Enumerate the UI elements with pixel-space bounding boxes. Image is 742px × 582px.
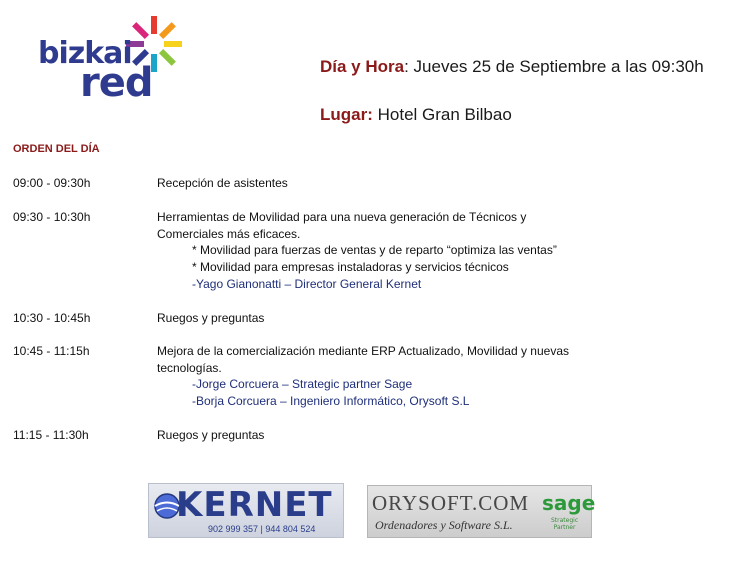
agenda-desc: Recepción de asistentes	[157, 176, 288, 190]
agenda-desc: Ruegos y preguntas	[157, 428, 265, 442]
place-label: Lugar:	[320, 105, 373, 124]
kernet-logo	[148, 483, 344, 538]
agenda-speaker: -Jorge Corcuera – Strategic partner Sage	[192, 377, 413, 391]
orysoft-sage-logo	[367, 485, 596, 538]
sage-partner-line2: Partner	[553, 524, 576, 531]
kernet-wordmark: KERNET	[176, 485, 333, 525]
kernet-phone: 902 999 357 | 944 804 524	[208, 524, 316, 534]
agenda-title: ORDEN DEL DÍA	[13, 143, 100, 155]
bizkaired-logo	[36, 16, 176, 106]
sage-partner-line1: Strategic	[551, 517, 579, 524]
agenda-bullet: * Movilidad para empresas instaladoras y servicios técnicos	[192, 260, 509, 274]
sage-wordmark: sage	[542, 491, 596, 515]
agenda-speaker: -Borja Corcuera – Ingeniero Informático, Orysoft S.L	[192, 394, 470, 408]
date-time-value: : Jueves 25 de Septiembre a las 09:30h	[404, 57, 704, 76]
agenda-time: 11:15 - 11:30h	[13, 428, 89, 442]
agenda-speaker: -Yago Gianonatti – Director General Kernet	[192, 277, 422, 291]
sage-partner-text	[551, 517, 578, 531]
agenda-bullet: * Movilidad para fuerzas de ventas y de reparto “optimiza las ventas”	[192, 243, 557, 257]
agenda-desc: Herramientas de Movilidad para una nueva generación de Técnicos y Comerciales más eficaces.	[157, 210, 527, 241]
logo-text-red: red	[80, 60, 153, 106]
orysoft-wordmark: ORYSOFT.COM	[372, 491, 530, 515]
logo-text-bizkai: bizkai	[38, 36, 132, 71]
agenda-time: 09:00 - 09:30h	[13, 176, 91, 190]
agenda-time: 10:45 - 11:15h	[13, 344, 90, 358]
agenda-time: 10:30 - 10:45h	[13, 311, 91, 325]
agenda-desc: Mejora de la comercialización mediante ERP Actualizado, Movilidad y nuevas tecnologías.	[157, 344, 569, 375]
agenda-desc: Ruegos y preguntas	[157, 311, 265, 325]
orysoft-tagline: Ordenadores y Software S.L.	[375, 518, 513, 532]
agenda-time: 09:30 - 10:30h	[13, 210, 91, 224]
place-line	[320, 105, 512, 125]
date-time-line	[320, 57, 704, 77]
date-time-label: Día y Hora	[320, 57, 405, 76]
place-value: Hotel Gran Bilbao	[372, 105, 512, 124]
